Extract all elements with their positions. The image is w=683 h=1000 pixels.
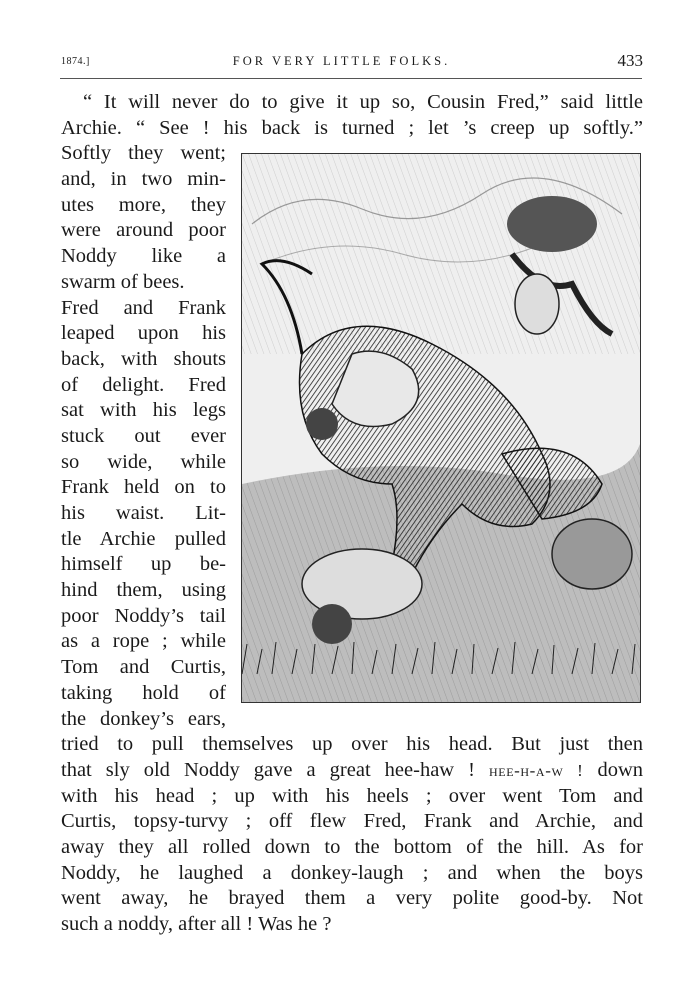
text-line: went away, he brayed them a very polite good-by. Not xyxy=(61,887,643,910)
running-head xyxy=(0,51,683,75)
column-line: so wide, while xyxy=(61,450,226,473)
column-line: stuck out ever xyxy=(61,424,226,447)
column-line: leaped upon his xyxy=(61,322,226,345)
text-line: away they all rolled down to the bottom of the hill. As for xyxy=(61,835,643,858)
text-line: with his head ; up with his heels ; over went Tom and xyxy=(61,784,643,807)
column-line: back, with shouts xyxy=(61,347,226,370)
column-line: the donkey’s ears, xyxy=(61,707,226,730)
column-line: of delight. Fred xyxy=(61,373,226,396)
text-line: Curtis, topsy-turvy ; off flew Fred, Frank and Archie, and xyxy=(61,810,643,833)
column-line: his waist. Lit- xyxy=(61,502,226,524)
page-number: 433 xyxy=(617,51,643,70)
column-line: taking hold of xyxy=(61,681,226,704)
column-line: Fred and Frank xyxy=(61,296,226,319)
bray-shout: hee-h-a-w ! xyxy=(489,760,584,780)
column-line: Noddy like a xyxy=(61,245,226,268)
column-line: Frank held on to xyxy=(61,476,226,499)
donkey-scene-drawing xyxy=(242,154,640,702)
bray-text-before: that sly old Noddy gave a great hee-haw ! xyxy=(61,758,475,781)
column-line: hind them, using xyxy=(61,579,226,602)
text-line: Archie. “ See ! his back is turned ; let ’s creep up softly.” xyxy=(61,116,643,139)
column-line: Tom and Curtis, xyxy=(61,656,226,679)
column-line: himself up be- xyxy=(61,553,226,576)
text-line: “ It will never do to give it up so, Cousin Fred,” said little xyxy=(83,91,643,113)
column-line: sat with his legs xyxy=(61,399,226,422)
column-line: swarm of bees. xyxy=(61,270,185,293)
running-head-title: FOR VERY LITTLE FOLKS. xyxy=(232,54,451,68)
column-line: tle Archie pulled xyxy=(61,527,226,550)
header-rule xyxy=(60,78,642,79)
column-line: Softly they went; xyxy=(61,142,226,165)
column-line: and, in two min- xyxy=(61,168,226,191)
running-head-year: 1874.] xyxy=(61,56,90,67)
column-line: were around poor xyxy=(61,219,226,242)
bray-text-after: down xyxy=(597,758,644,781)
text-line: such a noddy, after all ! Was he ? xyxy=(61,913,332,935)
text-line-bray xyxy=(61,758,643,784)
text-line: Noddy, he laughed a donkey-laugh ; and when the boys xyxy=(61,861,643,884)
text-line: tried to pull themselves up over his head. But just then xyxy=(61,733,643,756)
engraving-illustration xyxy=(241,153,641,703)
column-line: as a rope ; while xyxy=(61,630,226,653)
column-line: poor Noddy’s tail xyxy=(61,604,226,627)
column-line: utes more, they xyxy=(61,193,226,216)
